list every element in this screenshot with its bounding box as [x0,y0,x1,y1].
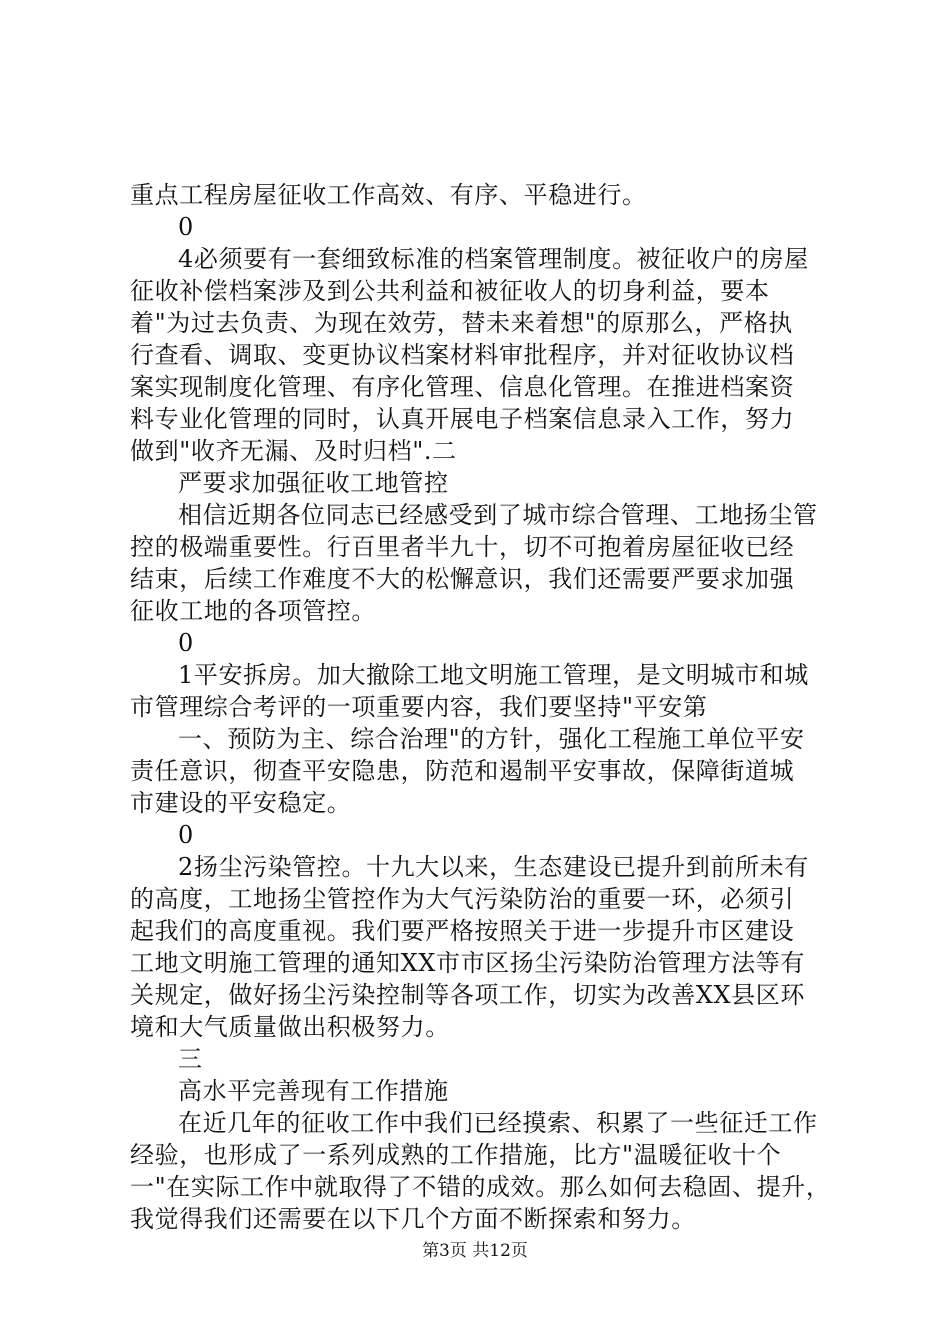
text-line: 三 [178,1045,203,1073]
text-line: 征收补偿档案涉及到公共利益和被征收人的切身利益，要本 [130,277,770,305]
text-line: 经验，也形成了一系列成熟的工作措施，比方"温暖征收十个 [130,1141,782,1169]
section-heading: 高水平完善现有工作措施 [178,1077,449,1105]
text-line: 责任意识，彻查平安隐患，防范和遏制平安事故，保障街道城 [130,757,795,785]
text-line: 在近几年的征收工作中我们已经摸索、积累了一些征迁工作 [178,1109,818,1137]
text-line: 相信近期各位同志已经感受到了城市综合管理、工地扬尘管 [178,501,818,529]
text-line: 市管理综合考评的一项重要内容，我们要坚持"平安第 [130,693,708,721]
text-line: 行查看、调取、变更协议档案材料审批程序，并对征收协议档 [130,341,795,369]
text-line: 境和大气质量做出积极努力。 [130,1013,450,1041]
page-footer: 第3页 共12页 [422,1241,528,1261]
text-line: 我觉得我们还需要在以下几个方面不断探索和努力。 [130,1205,696,1233]
text-line: 的高度，工地扬尘管控作为大气污染防治的重要一环，必须引 [130,885,795,913]
section-heading: 严要求加强征收工地管控 [178,469,449,497]
text-line: 做到"收齐无漏、及时归档".二 [130,437,457,465]
text-line: 一、预防为主、综合治理"的方针，强化工程施工单位平安 [178,725,805,753]
text-line: 0 [178,821,194,849]
text-line: 料专业化管理的同时，认真开展电子档案信息录入工作，努力 [130,405,795,433]
text-line: 市建设的平安稳定。 [130,789,352,817]
text-line: 结束，后续工作难度不大的松懈意识，我们还需要严要求加强 [130,565,795,593]
text-line: 征收工地的各项管控。 [130,597,376,625]
text-line: 2扬尘污染管控。十九大以来，生态建设已提升到前所未有 [178,853,809,881]
text-line: 关规定，做好扬尘污染控制等各项工作，切实为改善XX县区环 [130,981,805,1009]
text-line: 0 [178,629,194,657]
text-line: 4必须要有一套细致标准的档案管理制度。被征收户的房屋 [178,245,809,273]
text-line: 着"为过去负责、为现在效劳，替未来着想"的原那么，严格执 [130,309,793,337]
text-line: 案实现制度化管理、有序化管理、信息化管理。在推进档案资 [130,373,795,401]
text-line: 1平安拆房。加大撤除工地文明施工管理，是文明城市和城 [178,661,809,689]
text-line: 起我们的高度重视。我们要严格按照关于进一步提升市区建设 [130,917,795,945]
text-line: 控的极端重要性。行百里者半九十，切不可抱着房屋征收已经 [130,533,795,561]
text-line: 一"在实际工作中就取得了不错的成效。那么如何去稳固、提升， [130,1173,831,1201]
text-line: 工地文明施工管理的通知XX市市区扬尘污染防治管理方法等有 [130,949,805,977]
text-line: 0 [178,213,194,241]
text-line: 重点工程房屋征收工作高效、有序、平稳进行。 [130,181,647,209]
